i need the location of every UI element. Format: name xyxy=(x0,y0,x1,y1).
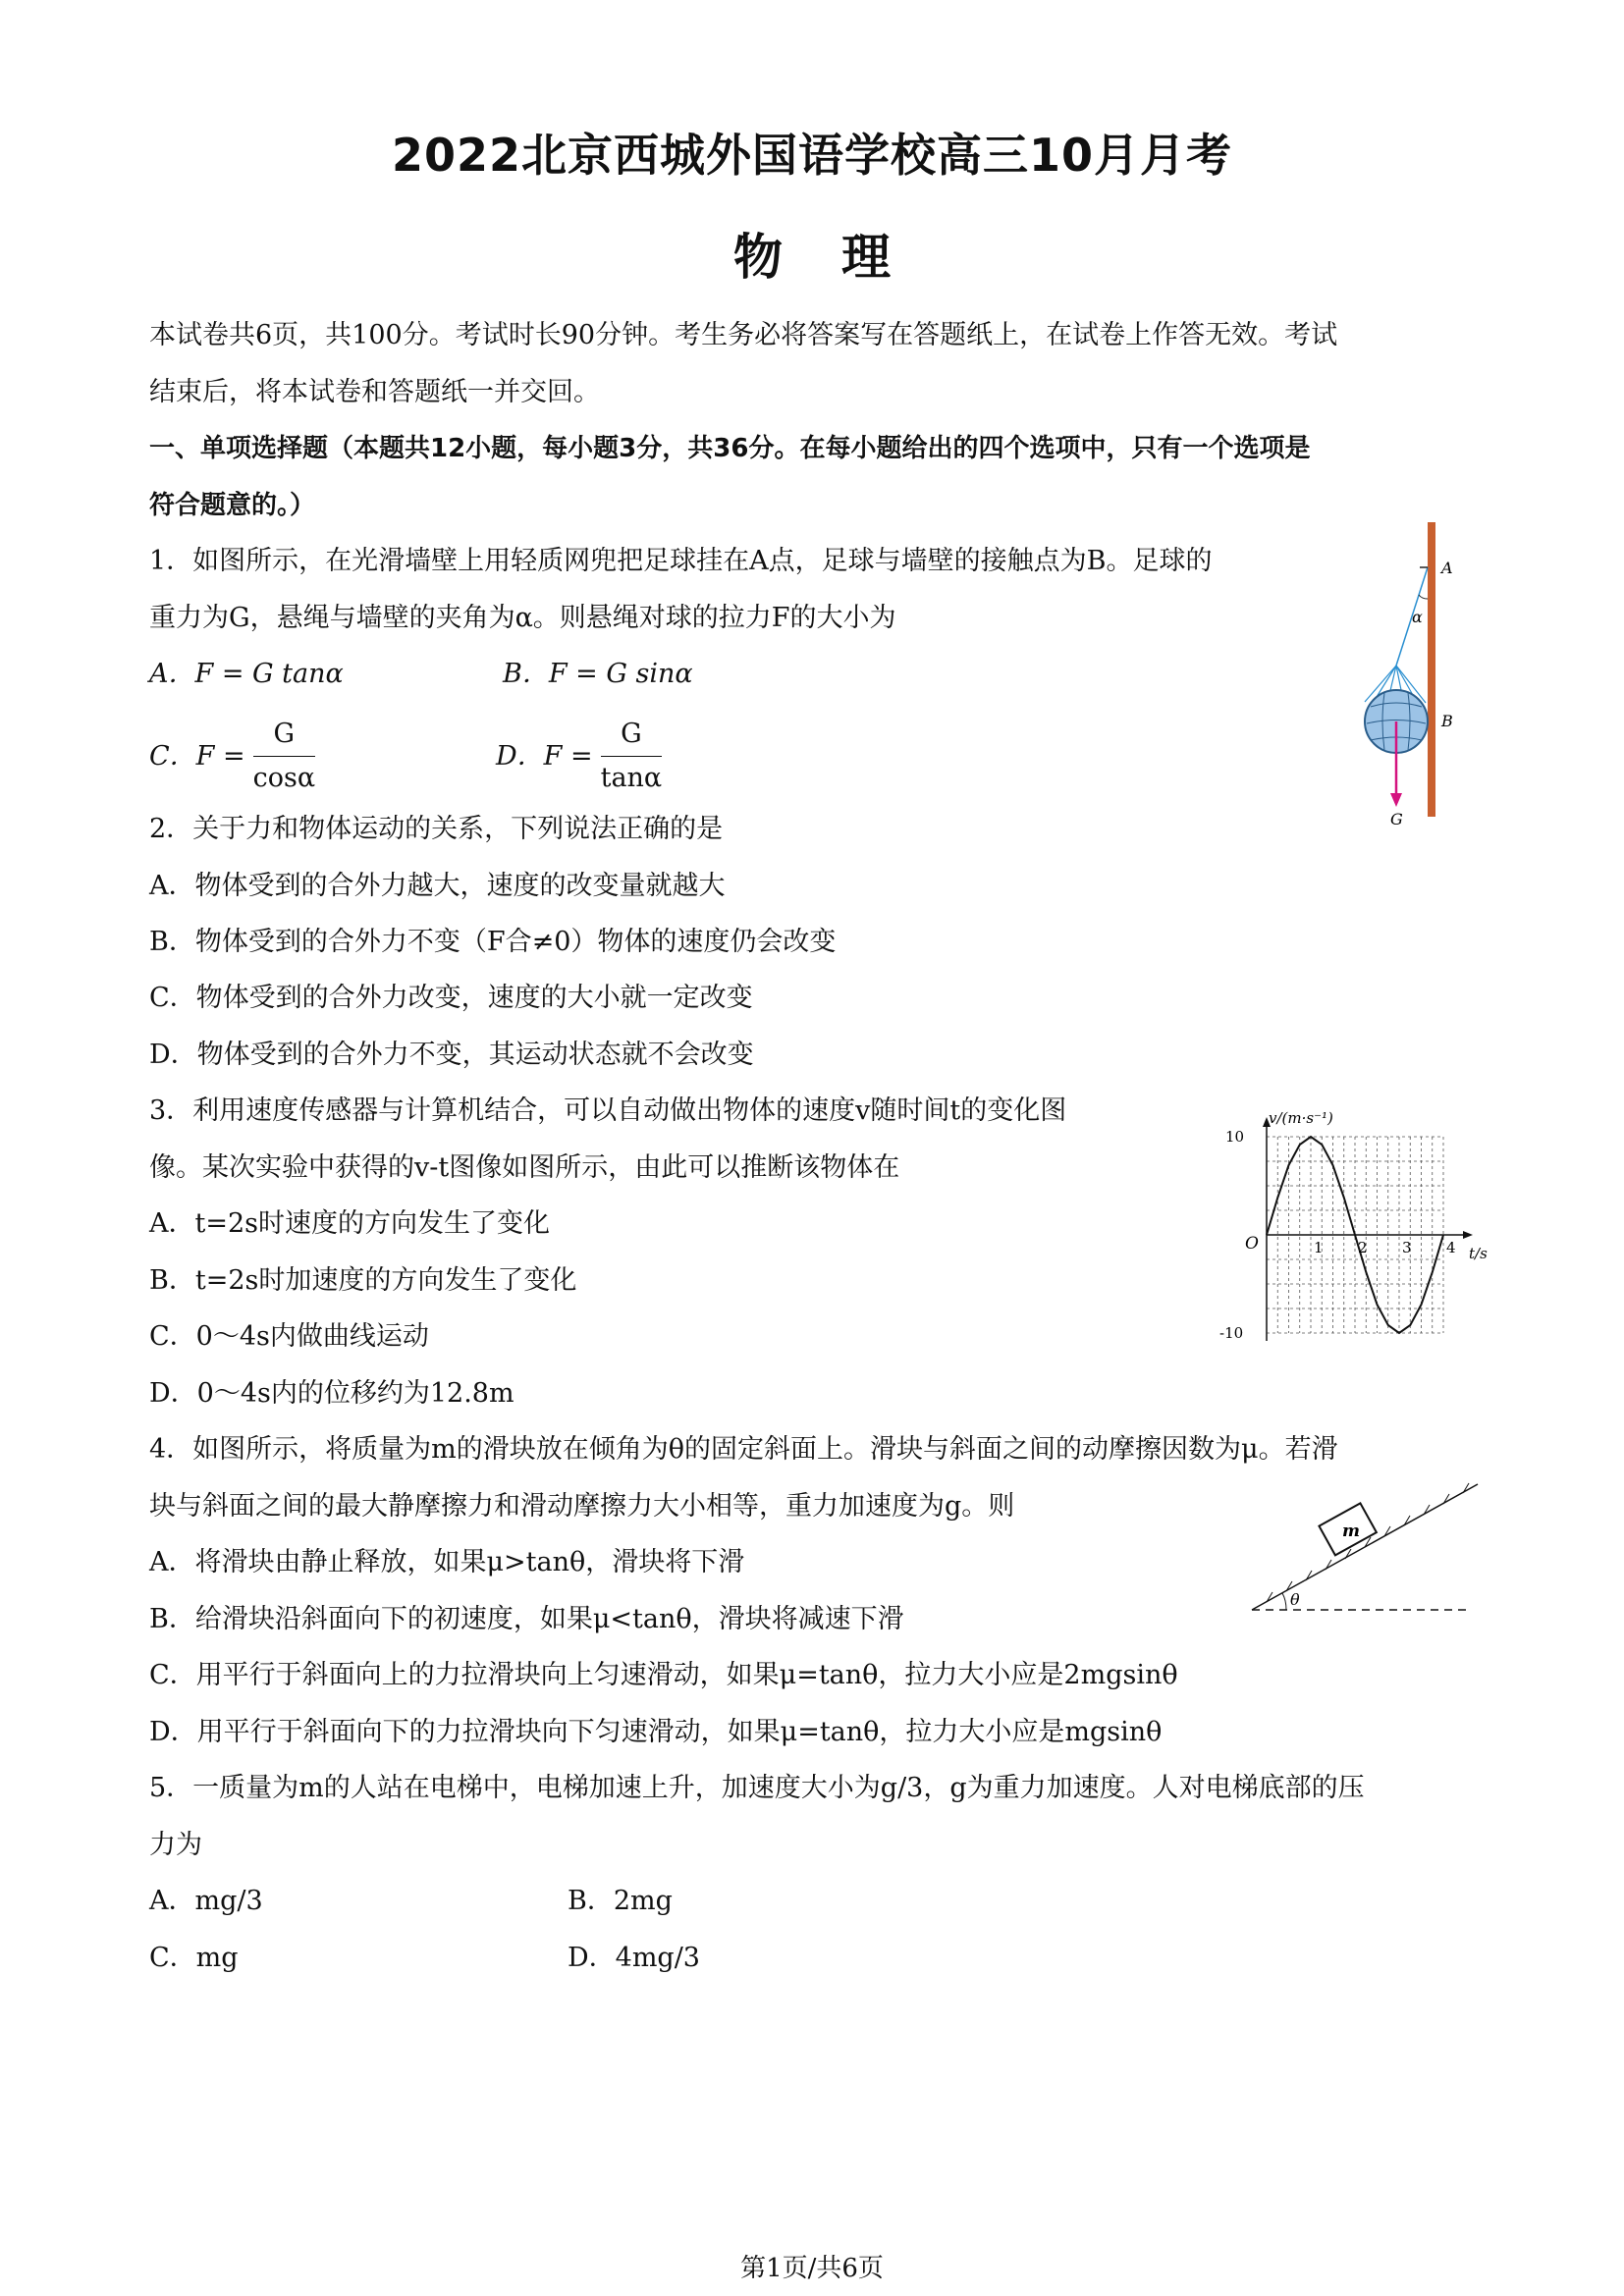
q2-option-a: A．物体受到的合外力越大，速度的改变量就越大 xyxy=(149,871,726,901)
section-heading-1: 一、单项选择题（本题共12小题，每小题3分，共36分。在每小题给出的四个选项中，只有一个选项是 xyxy=(149,434,1311,463)
q5-stem-2: 力为 xyxy=(149,1830,202,1860)
q1-option-d-fraction xyxy=(601,715,663,798)
q1-option-a: A．F = G tanα xyxy=(149,659,344,689)
x-tick-label: 4 xyxy=(1446,1239,1456,1256)
q1-option-c-denominator: cosα xyxy=(252,763,316,793)
x-tick-label: 3 xyxy=(1402,1239,1412,1256)
q1-figure-ball-on-wall xyxy=(1335,520,1473,834)
q5-option-c: C．mg xyxy=(149,1943,239,1973)
x-axis-arrow xyxy=(1463,1231,1473,1239)
y-tick-label: -10 xyxy=(1219,1324,1244,1342)
q2-stem: 2．关于力和物体运动的关系，下列说法正确的是 xyxy=(149,814,724,844)
q3-vt-chart xyxy=(1218,1099,1502,1364)
gravity-arrowhead xyxy=(1390,793,1402,807)
q1-option-c xyxy=(149,715,315,798)
q3-stem-1: 3．利用速度传感器与计算机结合，可以自动做出物体的速度v随时间t的变化图 xyxy=(149,1095,1067,1126)
q4-option-a: A．将滑块由静止释放，如果μ>tanθ，滑块将下滑 xyxy=(149,1547,745,1577)
subject-title: 物理 xyxy=(733,229,949,286)
x-tick-label: 1 xyxy=(1314,1239,1324,1256)
q1-option-c-label: C．F = xyxy=(149,740,245,772)
q5-option-b: B．2mg xyxy=(568,1886,673,1916)
q1-option-c-numerator: G xyxy=(253,715,315,757)
q5-stem-1: 5．一质量为m的人站在电梯中，电梯加速上升，加速度大小为g/3，g为重力加速度。人对电梯底部的压 xyxy=(149,1773,1365,1803)
q4-stem-1: 4．如图所示，将质量为m的滑块放在倾角为θ的固定斜面上。滑块与斜面之间的动摩擦因数为μ。若滑 xyxy=(149,1434,1338,1465)
q3-option-a: A．t=2s时速度的方向发生了变化 xyxy=(149,1208,551,1239)
x-axis-label: t/s xyxy=(1469,1245,1488,1262)
q4-stem-2: 块与斜面之间的最大静摩擦力和滑动摩擦力大小相等，重力加速度为g。则 xyxy=(149,1491,1015,1522)
q2-option-b: B．物体受到的合外力不变（F合≠0）物体的速度仍会改变 xyxy=(149,927,837,957)
q1-option-d-denominator: tanα xyxy=(600,763,663,793)
q4-option-d: D．用平行于斜面向下的力拉滑块向下匀速滑动，如果μ=tanθ，拉力大小应是mgsinθ xyxy=(149,1717,1163,1747)
q5-option-d: D．4mg/3 xyxy=(568,1943,700,1973)
q3-option-d: D．0～4s内的位移约为12.8m xyxy=(149,1378,514,1409)
angle-label-theta: θ xyxy=(1290,1590,1300,1609)
page-title: 2022北京西城外国语学校高三10月月考 xyxy=(391,129,1233,182)
q1-stem-2: 重力为G，悬绳与墙壁的夹角为α。则悬绳对球的拉力F的大小为 xyxy=(149,603,896,633)
q1-option-c-fraction xyxy=(253,715,315,798)
q5-option-a: A．mg/3 xyxy=(149,1886,263,1916)
block-label-m: m xyxy=(1342,1522,1360,1541)
q3-option-b: B．t=2s时加速度的方向发生了变化 xyxy=(149,1265,577,1296)
angle-arc xyxy=(1419,595,1428,599)
q1-option-d-numerator: G xyxy=(601,715,663,757)
label-b: B xyxy=(1441,712,1453,730)
q1-option-b: B．F = G sinα xyxy=(503,659,693,689)
page-footer: 第1页/共6页 xyxy=(740,2254,884,2283)
origin-label: O xyxy=(1245,1234,1259,1254)
q2-option-d: D．物体受到的合外力不变，其运动状态就不会改变 xyxy=(149,1040,754,1070)
q1-stem-1: 1．如图所示，在光滑墙壁上用轻质网兜把足球挂在A点，足球与墙壁的接触点为B。足球的 xyxy=(149,546,1213,576)
chart-axes xyxy=(1263,1117,1473,1341)
intro-line-1: 本试卷共6页，共100分。考试时长90分钟。考生务必将答案写在答题纸上，在试卷上作答无效。考试 xyxy=(149,320,1338,350)
label-g: G xyxy=(1390,810,1403,828)
intro-line-2: 结束后，将本试卷和答题纸一并交回。 xyxy=(149,377,600,407)
label-alpha: α xyxy=(1412,608,1423,626)
q4-option-b: B．给滑块沿斜面向下的初速度，如果μ<tanθ，滑块将减速下滑 xyxy=(149,1604,904,1634)
q2-option-c: C．物体受到的合外力改变，速度的大小就一定改变 xyxy=(149,983,753,1013)
x-tick-label: 2 xyxy=(1358,1239,1368,1256)
y-tick-label: 10 xyxy=(1225,1128,1245,1146)
q4-option-c: C．用平行于斜面向上的力拉滑块向上匀速滑动，如果μ=tanθ，拉力大小应是2mgsinθ xyxy=(149,1660,1178,1690)
q3-stem-2: 像。某次实验中获得的v-t图像如图所示，由此可以推断该物体在 xyxy=(149,1152,900,1183)
wall xyxy=(1428,522,1435,817)
section-heading-2: 符合题意的。） xyxy=(149,491,316,520)
theta-arc xyxy=(1282,1593,1286,1610)
q1-option-d-label: D．F = xyxy=(496,740,593,772)
y-axis-label: v/(m·s⁻¹) xyxy=(1269,1109,1333,1127)
q3-option-c: C．0～4s内做曲线运动 xyxy=(149,1321,429,1352)
label-a: A xyxy=(1441,559,1453,577)
q1-option-d xyxy=(496,715,662,798)
q4-figure-incline xyxy=(1247,1472,1483,1620)
